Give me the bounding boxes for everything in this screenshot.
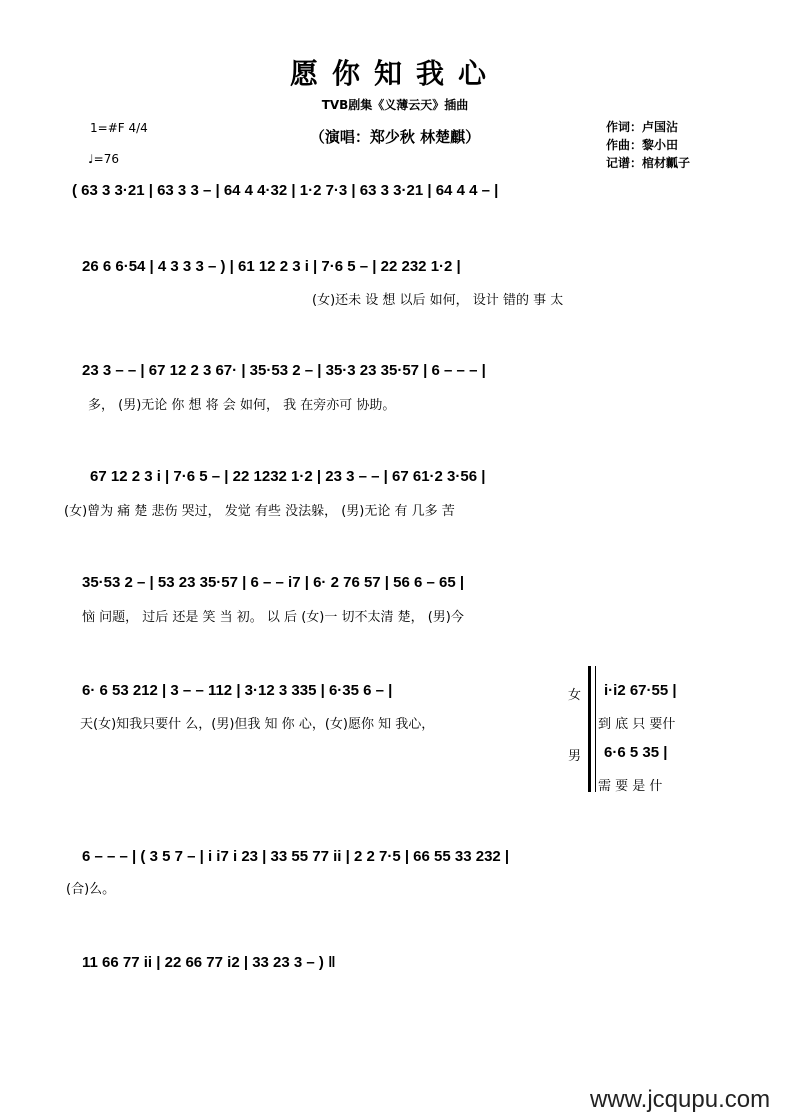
male-part-lyrics: 需 要 是 什 xyxy=(598,779,663,794)
watermark: www.jcqupu.com xyxy=(590,1086,771,1113)
part-bracket xyxy=(588,666,596,792)
key-signature: 1=#F 4/4 xyxy=(90,121,148,135)
notation-row: 23 3 – – | 67 12 2 3 67· | 35·53 2 – | 35·3 23 35·57 | 6 – – – | xyxy=(82,362,486,379)
tempo-marking: ♩=76 xyxy=(88,152,119,166)
lyric-row: (女)曾为 痛 楚 悲伤 哭过， 发觉 有些 没法躲， (男)无论 有 几多 苦 xyxy=(64,504,455,519)
lyric-row: 天(女)知我只要什 么，(男)但我 知 你 心，(女)愿你 知 我心， xyxy=(80,717,435,732)
lyric-row: (合)么。 xyxy=(66,882,116,897)
female-part-notes: i·i2 67·55 | xyxy=(604,682,677,699)
notation-row: 67 12 2 3 i | 7·6 5 – | 22 1232 1·2 | 23 3 – – | 67 61·2 3·56 | xyxy=(90,468,486,485)
male-part-notes: 6·6 5 35 | xyxy=(604,744,668,761)
female-part-lyrics: 到 底 只 要什 xyxy=(598,717,676,732)
notation-row: ( 63 3 3·21 | 63 3 3 – | 64 4 4·32 | 1·2 7·3 | 63 3 3·21 | 64 4 4 – | xyxy=(72,182,499,199)
male-part-label: 男 xyxy=(568,749,582,764)
notation-row: 6· 6 53 212 | 3 – – 112 | 3·12 3 335 | 6·35 6 – | xyxy=(82,682,393,699)
song-subtitle: TVB剧集《义薄云天》插曲 xyxy=(321,98,469,112)
female-part-label: 女 xyxy=(568,688,582,703)
lyricist-credit: 作词：卢国沾 xyxy=(606,120,679,134)
notation-row: 26 6 6·54 | 4 3 3 3 – ) | 61 12 2 3 i | 7·6 5 – | 22 232 1·2 | xyxy=(82,258,461,275)
notation-row: 35·53 2 – | 53 23 35·57 | 6 – – i7 | 6· 2 76 57 | 56 6 – 65 | xyxy=(82,574,465,591)
song-title: 愿你知我心 xyxy=(289,57,500,90)
transcriber-credit: 记谱：棺材瓤子 xyxy=(606,156,691,170)
lyric-row: 恼 问题， 过后 还是 笑 当 初。 以 后 (女)一 切不太清 楚， (男)今 xyxy=(82,610,464,625)
singers-line: （演唱：郑少秋 林楚麒） xyxy=(309,128,481,146)
lyric-row: (女)还未 设 想 以后 如何， 设计 错的 事 太 xyxy=(312,293,564,308)
notation-row: 11 66 77 ii | 22 66 77 i2 | 33 23 3 – ) ‖ xyxy=(82,954,336,971)
lyric-row: 多， (男)无论 你 想 将 会 如何， 我 在旁亦可 协助。 xyxy=(88,398,396,413)
composer-credit: 作曲：黎小田 xyxy=(606,138,679,152)
notation-row: 6 – – – | ( 3 5 7 – | i i7 i 23 | 33 55 77 ii | 2 2 7·5 | 66 55 33 232 | xyxy=(82,848,510,865)
